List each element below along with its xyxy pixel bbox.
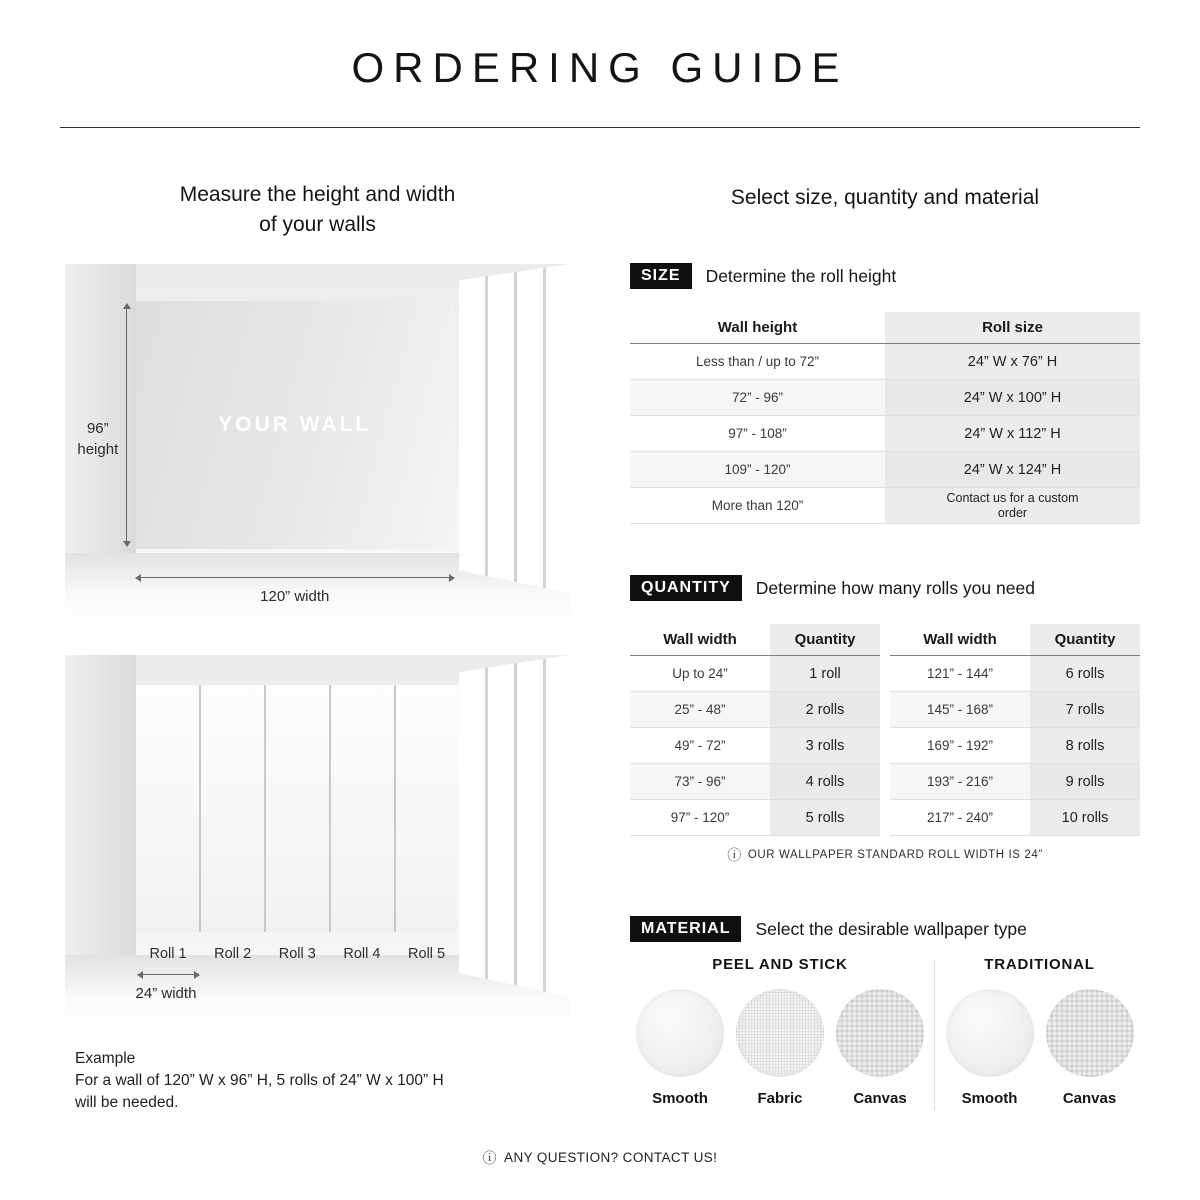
roll-size-cell: 24” W x 76” H xyxy=(885,344,1140,379)
wall-height-cell: 72” - 96” xyxy=(731,390,784,405)
wall-height-cell: Less than / up to 72” xyxy=(695,354,820,369)
wall-width-column-header: Wall width xyxy=(923,631,997,648)
size-table-body xyxy=(630,344,1140,524)
example-line1: For a wall of 120” W x 96” H, 5 rolls of 24” W x 100” H xyxy=(75,1072,444,1089)
table-row xyxy=(630,692,880,728)
table-row xyxy=(630,656,880,692)
quantity-tables xyxy=(630,624,1140,836)
table-row xyxy=(890,800,1140,836)
peel-and-stick-swatches xyxy=(633,989,927,1107)
quantity-cell: 7 rolls xyxy=(1030,692,1140,727)
height-dimension-line xyxy=(126,304,127,546)
table-row xyxy=(630,452,1140,488)
traditional-group xyxy=(939,956,1140,1107)
swatch-label: Smooth xyxy=(652,1090,708,1107)
room-illustration-rolls xyxy=(65,655,570,1035)
wall-height-cell: More than 120” xyxy=(711,498,804,513)
width-dimension-line xyxy=(136,577,454,578)
roll-label-4: Roll 4 xyxy=(343,945,381,962)
quantity-cell: 6 rolls xyxy=(1030,656,1140,691)
roll-label-1: Roll 1 xyxy=(149,945,187,962)
size-section-header xyxy=(630,263,1140,289)
wall-height-cell: 109” - 120” xyxy=(724,462,791,477)
wall-width-cell: 145” - 168” xyxy=(926,702,994,717)
swatch-option xyxy=(833,989,927,1107)
roll-width-label: 24” width xyxy=(135,984,197,1002)
quantity-column-header: Quantity xyxy=(1030,624,1140,655)
table-row xyxy=(630,344,1140,380)
quantity-table-body xyxy=(630,656,880,836)
example-line2: will be needed. xyxy=(75,1094,179,1111)
quantity-table-header xyxy=(890,624,1140,656)
standard-roll-width-note xyxy=(630,848,1140,862)
quantity-cell: 2 rolls xyxy=(770,692,880,727)
table-row xyxy=(630,728,880,764)
table-row xyxy=(630,764,880,800)
quantity-column-header: Quantity xyxy=(770,624,880,655)
room-window xyxy=(459,264,570,593)
material-subtitle: Select the desirable wallpaper type xyxy=(755,918,1027,939)
table-row xyxy=(630,800,880,836)
roll-label-2: Roll 2 xyxy=(214,945,252,962)
roll-panel xyxy=(396,685,459,932)
size-badge: SIZE xyxy=(630,263,692,289)
roll-panel xyxy=(201,685,264,932)
wall-width-cell: 121” - 144” xyxy=(926,666,994,681)
room-illustration-measure xyxy=(65,264,570,630)
wall-height-label xyxy=(70,418,126,460)
quantity-badge: QUANTITY xyxy=(630,575,742,601)
swatch-label: Fabric xyxy=(757,1090,803,1107)
smooth-swatch-icon xyxy=(946,989,1034,1077)
swatch-option xyxy=(633,989,727,1107)
example-block xyxy=(75,1048,515,1114)
canvas-swatch-icon xyxy=(1046,989,1134,1077)
quantity-cell: 4 rolls xyxy=(770,764,880,799)
swatch-option xyxy=(1043,989,1137,1107)
wall-width-cell: Up to 24” xyxy=(672,666,728,681)
material-badge: MATERIAL xyxy=(630,916,741,942)
roll-size-cell xyxy=(885,488,1140,523)
quantity-table-header xyxy=(630,624,880,656)
quantity-subtitle: Determine how many rolls you need xyxy=(755,577,1035,598)
table-row xyxy=(890,764,1140,800)
wall-height-value: 96” xyxy=(86,419,109,437)
quantity-table-left xyxy=(630,624,880,836)
swatch-label: Canvas xyxy=(1062,1090,1117,1107)
table-row xyxy=(630,416,1140,452)
quantity-table-body xyxy=(890,656,1140,836)
smooth-swatch-icon xyxy=(636,989,724,1077)
roll-panel xyxy=(266,685,329,932)
info-icon: ⓘ xyxy=(482,1149,498,1166)
material-section-header xyxy=(630,916,1140,942)
peel-and-stick-group xyxy=(630,956,930,1107)
quantity-cell: 10 rolls xyxy=(1030,800,1140,835)
wall-width-cell: 97” - 120” xyxy=(670,810,730,825)
table-row xyxy=(890,656,1140,692)
roll-panel xyxy=(331,685,394,932)
roll-size-cell: 24” W x 100” H xyxy=(885,380,1140,415)
wall-width-cell: 25” - 48” xyxy=(674,702,726,717)
wall-width-cell: 217” - 240” xyxy=(926,810,994,825)
wall-height-cell: 97” - 108” xyxy=(728,426,787,441)
wall-width-cell: 49” - 72” xyxy=(674,738,726,753)
wall-height-word: height xyxy=(77,440,119,458)
quantity-table-right xyxy=(890,624,1140,836)
table-row xyxy=(630,488,1140,524)
wall-width-cell: 73” - 96” xyxy=(674,774,726,789)
table-row xyxy=(890,728,1140,764)
roll-size-column-header: Roll size xyxy=(885,312,1140,343)
roll-labels xyxy=(136,946,459,962)
quantity-section-header xyxy=(630,575,1140,601)
wall-width-cell: 169” - 192” xyxy=(926,738,994,753)
wall-width-column-header: Wall width xyxy=(663,631,737,648)
info-icon: ⓘ xyxy=(727,847,742,863)
roll-label-3: Roll 3 xyxy=(278,945,316,962)
measure-heading-line1: Measure the height and width xyxy=(179,183,456,206)
select-heading: Select size, quantity and material xyxy=(730,186,1040,209)
quantity-cell: 1 roll xyxy=(770,656,880,691)
standard-roll-width-text: OUR WALLPAPER STANDARD ROLL WIDTH IS 24” xyxy=(747,849,1043,861)
table-row xyxy=(890,692,1140,728)
traditional-title: TRADITIONAL xyxy=(984,956,1095,973)
material-group-divider xyxy=(934,960,935,1110)
wall-width-cell: 193” - 216” xyxy=(926,774,994,789)
measure-heading-line2: of your walls xyxy=(259,213,376,236)
material-options xyxy=(630,956,1140,1110)
custom-order-note: Contact us for a custom order xyxy=(946,490,1079,520)
size-table xyxy=(630,312,1140,524)
quantity-cell: 8 rolls xyxy=(1030,728,1140,763)
rolls-wall xyxy=(136,685,459,932)
quantity-cell: 9 rolls xyxy=(1030,764,1140,799)
size-subtitle: Determine the roll height xyxy=(705,265,897,286)
swatch-label: Canvas xyxy=(853,1090,907,1107)
swatch-label: Smooth xyxy=(961,1090,1018,1107)
wall-width-label: 120” width xyxy=(260,587,330,605)
roll-width-dimension-line xyxy=(138,974,199,975)
peel-and-stick-title: PEEL AND STICK xyxy=(712,956,848,973)
contact-footer xyxy=(0,1150,1200,1165)
roll-size-cell: 24” W x 112” H xyxy=(885,416,1140,451)
your-wall-label: YOUR WALL xyxy=(218,413,372,437)
room-window xyxy=(459,655,570,997)
fabric-swatch-icon xyxy=(736,989,824,1077)
canvas-swatch-icon xyxy=(836,989,924,1077)
page-title: ORDERING GUIDE xyxy=(351,44,849,91)
room-left-wall xyxy=(65,655,136,955)
roll-size-cell: 24” W x 124” H xyxy=(885,452,1140,487)
swatch-option xyxy=(943,989,1037,1107)
your-wall-surface xyxy=(136,301,454,550)
table-row xyxy=(630,380,1140,416)
traditional-swatches xyxy=(943,989,1137,1107)
roll-label-5: Roll 5 xyxy=(408,945,446,962)
wall-height-column-header: Wall height xyxy=(717,319,798,336)
size-table-header xyxy=(630,312,1140,344)
roll-panel xyxy=(136,685,199,932)
example-title: Example xyxy=(75,1050,136,1067)
measure-heading xyxy=(65,180,570,240)
quantity-cell: 5 rolls xyxy=(770,800,880,835)
contact-footer-text: ANY QUESTION? CONTACT US! xyxy=(504,1150,718,1165)
quantity-cell: 3 rolls xyxy=(770,728,880,763)
swatch-option xyxy=(733,989,827,1107)
title-divider xyxy=(60,127,1140,128)
